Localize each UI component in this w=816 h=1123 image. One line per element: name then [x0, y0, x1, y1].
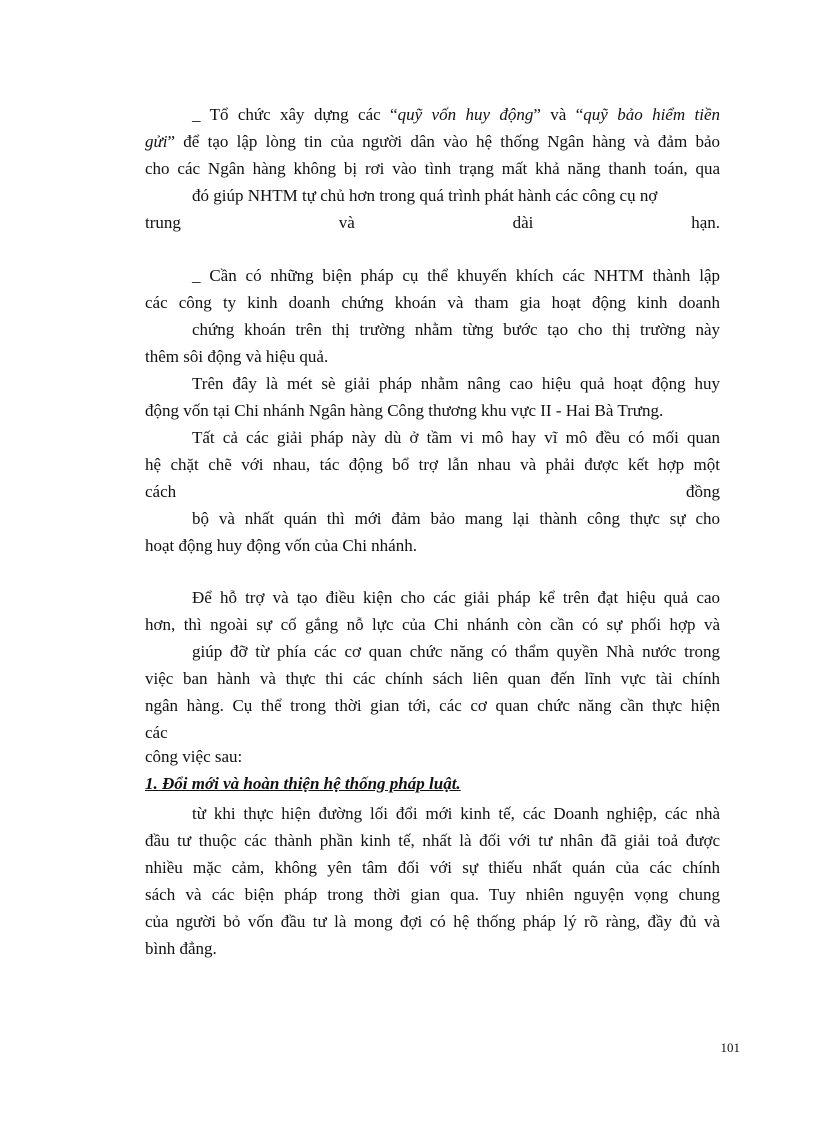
text-line: _ Cần có những biện pháp cụ thể khuyến khích các NHTM thành lập	[192, 266, 720, 285]
text-line: trung và dài hạn.	[145, 213, 720, 232]
text-run: _ Tổ chức xây dựng các “	[192, 105, 398, 124]
text-line	[145, 128, 720, 155]
text-line: cách đồng	[145, 482, 720, 501]
text-line: công việc sau:	[145, 747, 243, 766]
text-run-italic: quỹ bảo hiểm tiền	[583, 105, 720, 124]
paragraph-summary	[145, 370, 720, 424]
text-line: thêm sôi động và hiệu quả.	[145, 347, 329, 366]
text-line: ngân hàng. Cụ thể trong thời gian tới, các cơ quan chức năng cần thực hiện	[145, 696, 720, 715]
text-line: từ khi thực hiện đường lối đổi mới kinh tế, các Doanh nghiệp, các nhà	[192, 804, 720, 823]
text-line: đó giúp NHTM tự chủ hơn trong quá trình phát hành các công cụ nợ	[192, 186, 658, 205]
paragraph-coordination	[145, 424, 720, 559]
text-line: động vốn tại Chi nhánh Ngân hàng Công thương khu vực II - Hai Bà Trưng.	[145, 401, 664, 420]
paragraph-deposit-funds	[145, 101, 720, 236]
paragraph-securities-companies	[145, 262, 720, 370]
text-line: hoạt động huy động vốn của Chi nhánh.	[145, 536, 417, 555]
text-line: bộ và nhất quán thì mới đảm bảo mang lại thành công thực sự cho	[192, 509, 720, 528]
text-run: ” để tạo lập lòng tin của người dân vào hệ thống Ngân hàng và đảm bảo	[167, 132, 720, 151]
text-run-italic: quỹ vốn huy động	[397, 105, 534, 124]
paragraph-support	[145, 584, 720, 770]
text-line: Tất cả các giải pháp này dù ở tầm vi mô hay vĩ mô đều có mối quan	[192, 428, 720, 447]
text-line: chứng khoán trên thị trường nhằm từng bước tạo cho thị trường này	[192, 320, 720, 339]
text-line: đầu tư thuộc các thành phần kinh tế, nhất là đối với tư nhân đã giải toả được	[145, 831, 720, 850]
text-line: sách và các biện pháp trong thời gian qua. Tuy nhiên nguyện vọng chung	[145, 885, 720, 904]
text-line: của người bỏ vốn đầu tư là mong đợi có hệ thống pháp lý rõ ràng, đầy đủ và	[145, 912, 720, 931]
text-run-italic: gửi	[145, 132, 168, 151]
text-line: giúp đỡ từ phía các cơ quan chức năng có thẩm quyền Nhà nước trong	[192, 642, 720, 661]
text-line: cho các Ngân hàng không bị rơi vào tình trạng mất khả năng thanh toán, qua	[145, 159, 720, 178]
section-heading: 1. Đổi mới và hoàn thiện hệ thống pháp luật.	[145, 774, 461, 793]
paragraph-legal-reform	[145, 800, 720, 962]
text-line: việc ban hành và thực thi các chính sách liên quan đến lĩnh vực tài chính	[145, 669, 720, 688]
text-run: ” và “	[533, 105, 584, 124]
text-line: Trên đây là mét sè giải pháp nhằm nâng cao hiệu quả hoạt động huy	[192, 374, 720, 393]
text-line: bình đẳng.	[145, 939, 217, 958]
page-number: 101	[720, 1040, 740, 1055]
text-line: hệ chặt chẽ với nhau, tác động bổ trợ lẫn nhau và phải được kết hợp một	[145, 455, 720, 474]
text-line: Để hỗ trợ và tạo điều kiện cho các giải pháp kể trên đạt hiệu quả cao	[192, 588, 720, 607]
text-line: hơn, thì ngoài sự cố gắng nỗ lực của Chi nhánh còn cần có sự phối hợp và	[145, 615, 720, 634]
text-line: nhiều mặc cảm, không yên tâm đối với sự thiếu nhất quán của các chính	[145, 858, 720, 877]
text-line	[145, 101, 720, 128]
text-line: các	[145, 723, 168, 742]
text-line: các công ty kinh doanh chứng khoán và tham gia hoạt động kinh doanh	[145, 293, 720, 312]
